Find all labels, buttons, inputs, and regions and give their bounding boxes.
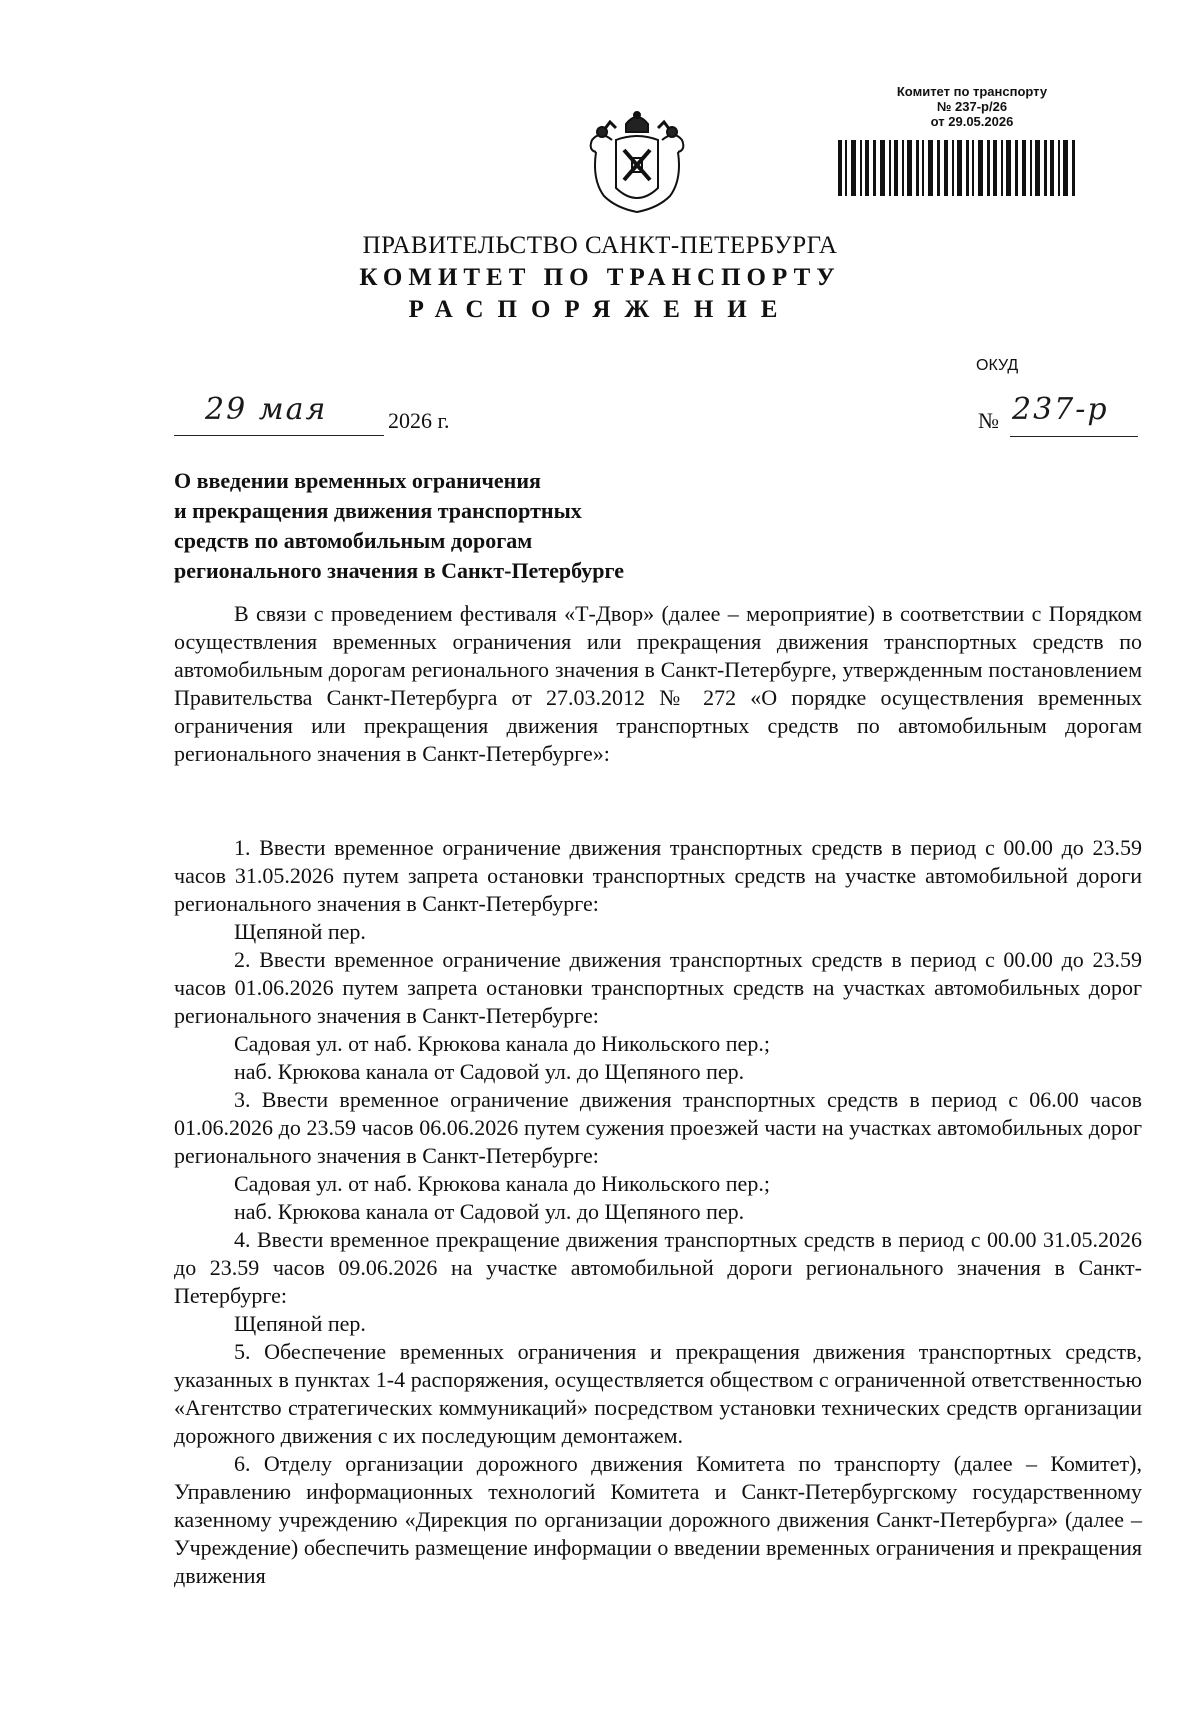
registration-stamp — [878, 84, 1066, 129]
item-3: 3. Ввести временное ограничение движения транспортных средств в период с 06.00 часов 01.06.2026 до 23.59 часов 06.06.2026 путем сужения проезжей части на участках автомобильных дорог регионального значения в Санкт-Петербурге: — [174, 1087, 1142, 1168]
government-title: ПРАВИТЕЛЬСТВО САНКТ-ПЕТЕРБУРГА — [362, 232, 838, 259]
stamp-line-3: от 29.05.2026 — [930, 114, 1014, 129]
date-year: 2026 г. — [388, 408, 450, 433]
stamp-line-1: Комитет по транспорту — [896, 84, 1048, 99]
preamble-text: В связи с проведением фестиваля «Т-Двор» (далее – мероприятие) в соответствии с Порядком осуществления временных ограничения или прекращения движения транспортных средств по автомобильным дорогам регионального значения в Санкт-Петербурге, утвержденным постановлением Правительства Санкт-Петербурга от 27.03.2012 № 272 «О порядке осуществления временных ограничения или прекращения движения транспортных средств по автомобильным дорогам регионального значения в Санкт-Петербурге»: — [174, 601, 1142, 766]
item-2: 2. Ввести временное ограничение движения транспортных средств в период с 00.00 до 23.59 часов 01.06.2026 путем запрета остановки транспортных средств на участках автомобильных дорог регионального значения в Санкт-Петербурге: — [174, 947, 1142, 1028]
subject-line: О введении временных ограничения — [174, 468, 541, 493]
preamble — [174, 600, 1142, 768]
committee-title: КОМИТЕТ ПО ТРАНСПОРТУ — [359, 264, 841, 291]
okud-label: ОКУД — [976, 357, 1019, 374]
item-2-road: наб. Крюкова канала от Садовой ул. до Щепяного пер. — [234, 1059, 745, 1084]
handwritten-date: 29 мая — [205, 392, 328, 427]
subject-line: регионального значения в Санкт-Петербурге — [174, 558, 624, 583]
stamp-line-2: № 237-р/26 — [936, 99, 1008, 114]
item-4-road: Щепяной пер. — [234, 1311, 366, 1336]
item-2-road: Садовая ул. от наб. Крюкова канала до Никольского пер.; — [234, 1031, 770, 1056]
coat-of-arms-icon — [582, 110, 692, 222]
order-items — [174, 834, 1142, 1590]
item-3-road: наб. Крюкова канала от Садовой ул. до Щепяного пер. — [234, 1199, 745, 1224]
subject-line: и прекращения движения транспортных — [174, 498, 582, 523]
item-3-road: Садовая ул. от наб. Крюкова канала до Никольского пер.; — [234, 1171, 770, 1196]
item-6: 6. Отделу организации дорожного движения Комитета по транспорту (далее – Комитет), Управлению информационных технологий Комитета и Санкт-Петербургскому государственному казенному учреждению «Дирекция по организации дорожного движения Санкт-Петербурга» (далее – Учреждение) обеспечить размещение информации о введении временных ограничения и прекращения движения — [174, 1451, 1142, 1588]
number-sign: № — [978, 408, 999, 433]
item-1: 1. Ввести временное ограничение движения транспортных средств в период с 00.00 до 23.59 часов 31.05.2026 путем запрета остановки транспортных средств на участке автомобильной дороги регионального значения в Санкт-Петербурге: — [174, 835, 1142, 916]
subject-line: средств по автомобильным дорогам — [174, 528, 533, 553]
item-5: 5. Обеспечение временных ограничения и прекращения движения транспортных средств, указанных в пунктах 1-4 распоряжения, осуществляется обществом с ограниченной ответственностью «Агентство стратегических коммуникаций» посредством установки технических средств организации дорожного движения с их последующим демонтажем. — [174, 1339, 1142, 1448]
document-subject — [174, 466, 734, 586]
item-1-road: Щепяной пер. — [234, 919, 366, 944]
document-type: РАСПОРЯЖЕНИЕ — [408, 296, 792, 323]
item-4: 4. Ввести временное прекращение движения транспортных средств в период с 00.00 31.05.2026 до 23.59 часов 09.06.2026 на участке автомобильной дороги регионального значения в Санкт-Петербурге: — [174, 1227, 1142, 1308]
handwritten-number: 237-р — [1012, 392, 1109, 427]
barcode — [832, 138, 1092, 198]
